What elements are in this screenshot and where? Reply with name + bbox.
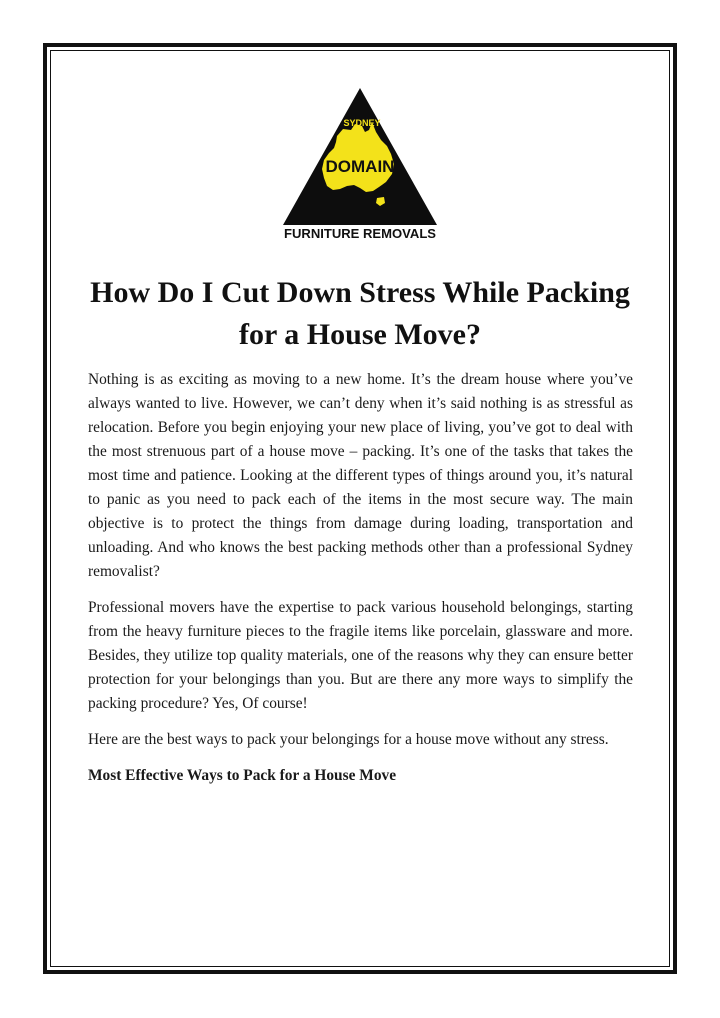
section-subheading: Most Effective Ways to Pack for a House Move bbox=[88, 767, 397, 784]
paragraph-intro: Nothing is as exciting as moving to a new home. It’s the dream house where you’ve always wanted to live. However, we can’t deny when it’s said nothing is as stressful as relocation. Before you begin enjoying your new place of living, you’ve got to deal with the most strenuous part of a house move – packing. It’s one of the tasks that takes the most time and patience. Looking at the different types of things around you, it’s natural to panic as you need to pack each of the items in the most secure way. The main objective is to protect the things from damage during loading, transportation and unloading. And who knows the best packing methods other than a professional Sydney removalist? bbox=[88, 371, 633, 580]
paragraph-best-ways: Here are the best ways to pack your belongings for a house move without any stress. bbox=[88, 731, 609, 748]
logo-top-text: SYDNEY bbox=[343, 118, 381, 128]
article-body bbox=[88, 368, 633, 800]
logo-bottom-text: FURNITURE REMOVALS bbox=[284, 227, 436, 241]
logo-center-text: DOMAIN bbox=[325, 157, 395, 176]
article-title: How Do I Cut Down Stress While Packing for a House Move? bbox=[90, 276, 630, 351]
paragraph-professional-movers: Professional movers have the expertise to pack various household belongings, starting from the heavy furniture pieces to the fragile items like porcelain, glassware and more. Besides, they utilize top quality materials, one of the reasons why they can ensure better protection for your belongings than you. But are there any more ways to simplify the packing procedure? Yes, Of course! bbox=[88, 599, 633, 712]
company-logo bbox=[280, 86, 440, 241]
